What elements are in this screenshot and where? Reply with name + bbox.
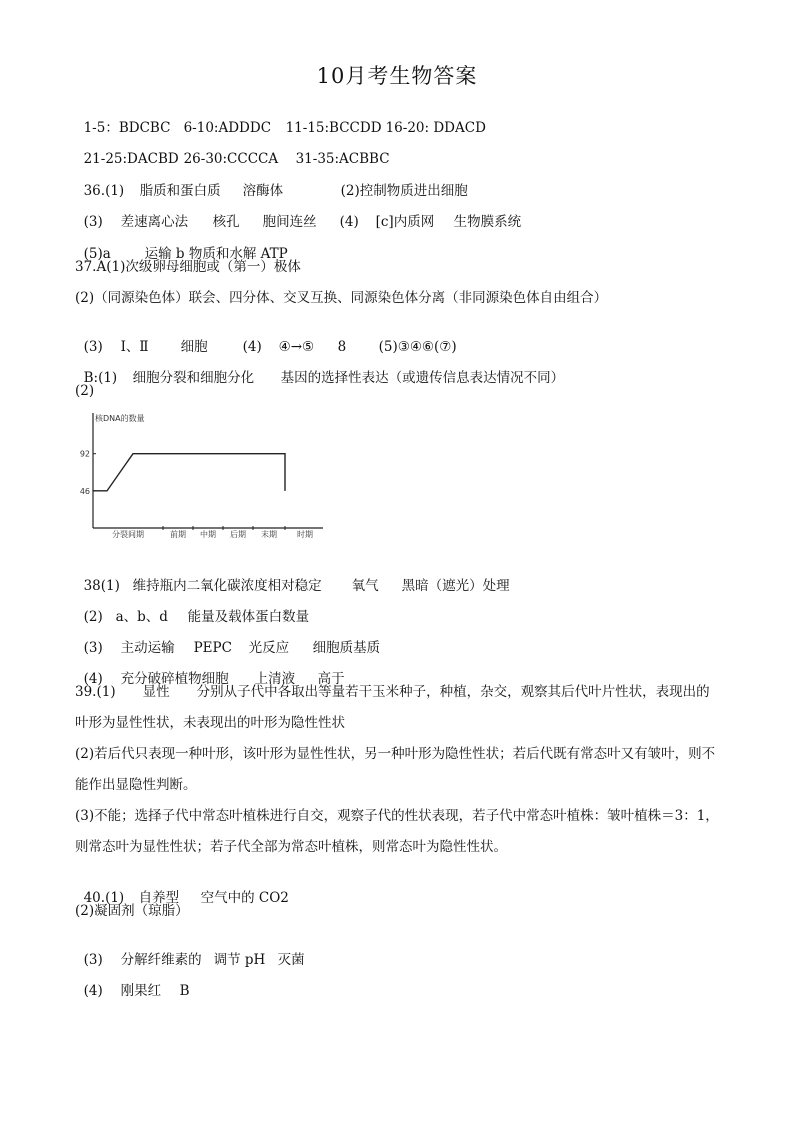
page-title: 10月考生物答案	[316, 64, 478, 88]
q37-line-4	[75, 351, 564, 387]
q39-part-3: (3)不能；选择子代中常态叶植株进行自交，观察子代的性状表现，若子代中常态叶植株：皱叶植株＝3：1，则常态叶为显性性状；若子代全部为常态叶植株，则常态叶为隐性性状。	[75, 808, 719, 855]
y-tick-label: 92	[79, 449, 90, 459]
q40-sub-num: (3)	[83, 952, 103, 968]
x-tick-label: 前期	[170, 530, 186, 539]
q37-sub-num: (4)	[242, 339, 262, 355]
q38-answer: 光反应	[248, 640, 290, 656]
q40-answer: B	[179, 983, 190, 999]
q38-sub-num: (3)	[83, 640, 103, 656]
q39-part-1: 39.(1) 显性 分别从子代中各取出等量若干玉米种子，种植，杂交，观察其后代叶片性状，表现出的叶形为显性性状，未表现出的叶形为隐性性状	[75, 684, 710, 731]
q38-answer: a、b、d	[115, 609, 168, 625]
q40-line-4	[75, 964, 190, 1000]
q36-answer: 胞间连丝	[262, 214, 317, 230]
q38-answer: 主动运输	[120, 640, 175, 656]
q40-answer: 灭菌	[277, 952, 305, 968]
q37-line-5: (2)	[75, 383, 95, 399]
q36-answer: 溶酶体	[242, 183, 284, 199]
q37-line-2: (2)（同源染色体）联会、四分体、交叉互换、同源染色体分离（非同源染色体自由组合）	[75, 290, 608, 306]
q38-sub-num: (2)	[83, 609, 103, 625]
q38-answer: 维持瓶内二氧化碳浓度相对稳定	[132, 578, 322, 594]
q38-answer: 黑暗（遮光）处理	[401, 578, 510, 594]
q37-answer: (5)③④⑥(⑦)	[378, 339, 457, 355]
q36-answer: (2)控制物质进出细胞	[340, 183, 468, 199]
q40-num: 40.(1)	[83, 890, 125, 906]
mc-16-20: 16-20: DDACD	[385, 120, 486, 136]
q36-num: 36.(1)	[83, 183, 125, 199]
chart-ylabel: 核DNA的数量	[95, 414, 145, 423]
q37-line-1: 37.A(1)次级卵母细胞或（第一）极体	[75, 259, 301, 275]
q38-answer: 细胞质基质	[312, 640, 381, 656]
q38-answer: 高于	[317, 671, 345, 687]
chart-xlabel: 时期	[297, 530, 313, 539]
q36-answer: 生物膜系统	[453, 214, 522, 230]
x-tick-label: 后期	[230, 530, 246, 539]
q37-answer: 基因的选择性表达（或遗传信息表达情况不同）	[280, 370, 565, 386]
mc-11-15: 11-15:BCCDD	[285, 120, 382, 136]
chart-axes	[93, 413, 323, 528]
q36-sub-num: (4)	[339, 214, 359, 230]
q40-sub-num: (4)	[83, 983, 103, 999]
q40-answer: 调节 pH	[213, 952, 266, 968]
q40-answer: 空气中的 CO2	[200, 890, 289, 906]
q38-sub-num: (4)	[83, 671, 103, 687]
q36-answer: 差速离心法	[120, 214, 189, 230]
q38-answer: PEPC	[193, 640, 232, 656]
y-tick-label: 46	[79, 486, 90, 496]
q36-sub-num: (5)a	[83, 246, 111, 262]
q36-line-2	[75, 195, 521, 231]
q36-answer: 运输 b 物质和水解 ATP	[144, 246, 288, 262]
q38-num: 38(1)	[83, 578, 120, 594]
q38-answer: 氧气	[351, 578, 379, 594]
chart-ticks	[80, 450, 285, 539]
q36-answer: [c]内质网	[375, 214, 435, 230]
mc-6-10: 6-10:ADDDC	[183, 120, 272, 136]
dna-content-line	[93, 454, 285, 491]
x-tick-label: 中期	[200, 530, 216, 539]
q40-answer: 自养型	[138, 890, 180, 906]
q36-answer: 核孔	[212, 214, 240, 230]
mc-row-2	[75, 132, 390, 168]
q36-sub-num: (3)	[83, 214, 103, 230]
mc-21-25: 21-25:DACBD	[83, 151, 179, 167]
mc-31-35: 31-35:ACBBC	[295, 151, 390, 167]
q37-answer: 8	[337, 339, 347, 355]
q37-answer: ④→⑤	[278, 339, 315, 355]
mc-1-5: 1-5：BDCBC	[83, 120, 171, 136]
q38-answer: 上清液	[254, 671, 296, 687]
q37-sub-num: B:(1)	[83, 370, 118, 386]
mc-26-30: 26-30:CCCCA	[183, 151, 279, 167]
q36-answer: 脂质和蛋白质	[139, 183, 221, 199]
x-tick-label: 末期	[261, 530, 277, 539]
q39-part-2: (2)若后代只表现一种叶形，该叶形为显性性状，另一种叶形为隐性性状；若后代既有常态叶又有皱叶，则不能作出显隐性判断。	[75, 746, 716, 793]
q40-answer: 分解纤维素的	[120, 952, 202, 968]
q38-answer: 充分破碎植物细胞	[120, 671, 229, 687]
q40-answer: 刚果红	[120, 983, 162, 999]
q37-answer: Ⅰ、Ⅱ	[120, 339, 149, 355]
q37-answer: 细胞	[180, 339, 208, 355]
x-tick-label: 分裂间期	[112, 530, 144, 539]
q38-answer: 能量及载体蛋白数量	[187, 609, 310, 625]
q37-answer: 细胞分裂和细胞分化	[132, 370, 255, 386]
dna-content-chart	[75, 405, 335, 545]
chart-series	[93, 454, 285, 491]
q40-line-2: (2)凝固剂（琼脂）	[75, 903, 189, 919]
q37-sub-num: (3)	[83, 339, 103, 355]
